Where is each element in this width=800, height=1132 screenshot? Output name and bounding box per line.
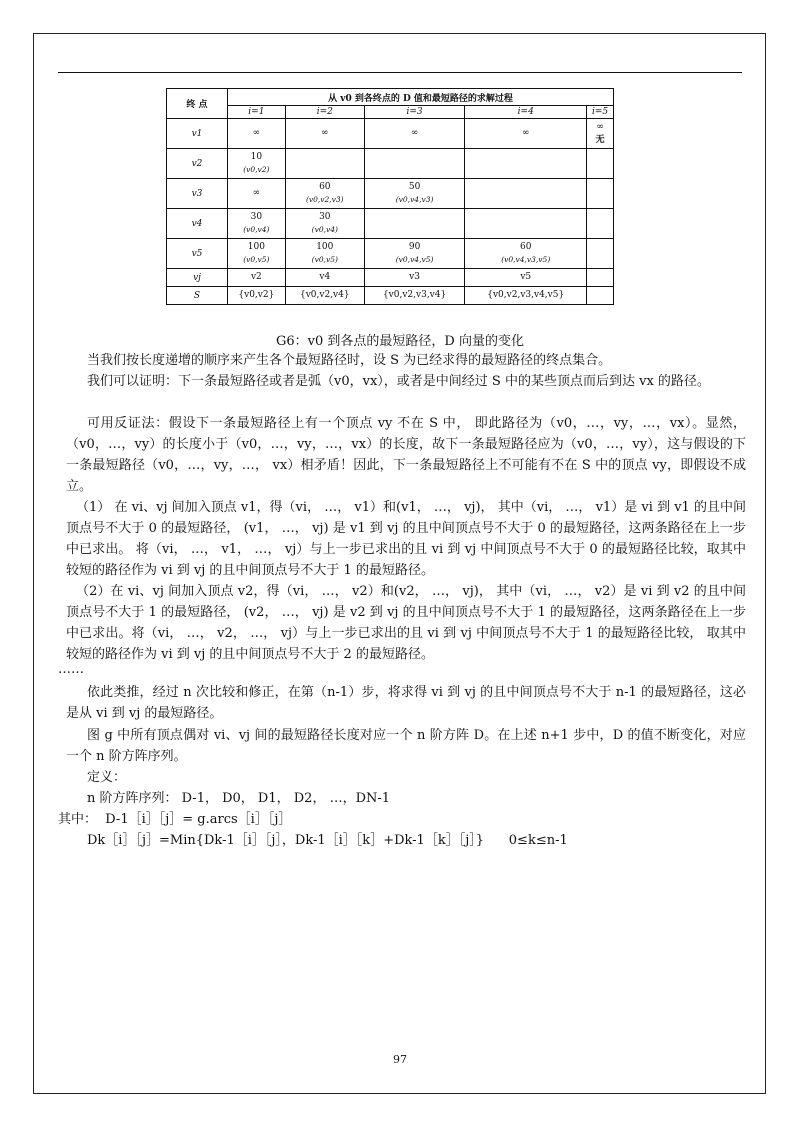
row-label: v4 <box>167 209 228 239</box>
table-cell <box>587 149 614 179</box>
cell-path: (v0,v4,v3) <box>395 195 434 204</box>
table-cell <box>465 269 587 287</box>
cell-distance: v4 <box>319 272 331 282</box>
where-clause: 其中： D-1［i］［j］= g.arcs［i］［j］ <box>58 812 292 827</box>
cell-distance: v3 <box>409 272 420 282</box>
cell-distance: 60 <box>319 182 331 192</box>
table-row <box>167 119 614 149</box>
table-cell <box>587 209 614 239</box>
cell-distance: 100 <box>316 242 334 252</box>
iteration-header: i=2 <box>285 106 364 119</box>
table-cell <box>228 287 286 305</box>
table-cell <box>285 269 364 287</box>
table-row <box>167 149 614 179</box>
table-cell <box>587 239 614 269</box>
row-label: vj <box>167 269 228 287</box>
cell-path: (v0,v4) <box>311 225 338 234</box>
table-cell <box>364 287 464 305</box>
table-cell <box>364 149 464 179</box>
cell-path: 无 <box>595 135 605 145</box>
cell-distance: 50 <box>408 182 421 192</box>
cell-distance: v5 <box>520 272 532 282</box>
cell-path: (v0,v4) <box>243 225 270 234</box>
figure-caption: G6：v0 到各点的最短路径，D 向量的变化 <box>276 334 524 349</box>
table-cell <box>285 149 364 179</box>
table-title: 从 v0 到各终点的 D 值和最短路径的求解过程 <box>228 89 614 106</box>
paragraph-step-1: （1） 在 vi、vj 间加入顶点 v1，得（vi， …， v1）和(v1， …， vj)， 其中（vi， …， v1）是 vi 到 v1 的且中间顶点号不大于 0 的最短路径， (v1， …， vj) 是 v1 到 vj 的且中间顶点号不大于 0 的最短路径，这两条路径在上一步中已求出。 将（vi， …， v1， …， vj）与上一步已求出的且 vi 到 vj 中间顶点号不大于 0 的最短路径比较，取其中较短的路径作为 vi 到 vj 的且中间顶点号不大于 1 的最短路径。 <box>66 500 746 578</box>
cell-distance: {v0,v2} <box>238 290 275 300</box>
table-cell <box>228 179 286 209</box>
iteration-header: i=4 <box>465 106 587 119</box>
row-label: v1 <box>167 119 228 149</box>
iteration-header: i=1 <box>228 106 286 119</box>
table-cell <box>285 239 364 269</box>
row-label: v5 <box>167 239 228 269</box>
table-cell <box>364 269 464 287</box>
row-label: v3 <box>167 179 228 209</box>
cell-distance: 90 <box>408 242 421 252</box>
table-cell <box>285 287 364 305</box>
table-cell <box>465 209 587 239</box>
cell-distance: 10 <box>250 152 263 162</box>
cell-distance: ∞ <box>321 128 329 138</box>
cell-distance: 30 <box>250 212 263 222</box>
paragraph-matrix: 图 g 中所有顶点偶对 vi、vj 间的最短路径长度对应一个 n 阶方阵 D。在上述 n+1 步中，D 的值不断变化，对应一个 n 阶方阵序列。 <box>66 728 746 764</box>
cell-distance: {v0,v2,v3,v4,v5} <box>487 290 565 300</box>
table-cell <box>228 149 286 179</box>
cell-path: (v0,v2,v3) <box>305 195 344 204</box>
row-label: S <box>167 287 228 305</box>
table-cell <box>465 239 587 269</box>
table-cell <box>587 269 614 287</box>
table-cell <box>465 149 587 179</box>
table-cell <box>228 269 286 287</box>
cell-distance: 60 <box>520 242 532 252</box>
table-cell <box>228 119 286 149</box>
table-cell <box>364 239 464 269</box>
table-row <box>167 209 614 239</box>
cell-distance: ∞ <box>252 188 261 198</box>
cell-path: (v0,v4,v5) <box>395 255 434 264</box>
table-cell <box>364 179 464 209</box>
table-cell <box>228 209 286 239</box>
table-row <box>167 287 614 305</box>
table-cell <box>285 119 364 149</box>
cell-path: (v0,v4,v3,v5) <box>501 255 551 264</box>
cell-path: (v0,v2) <box>243 165 270 174</box>
ellipsis: …… <box>58 662 84 677</box>
table-row <box>167 179 614 209</box>
cell-distance: ∞ <box>410 128 419 138</box>
table-corner-header: 终 点 <box>167 89 228 119</box>
definition-label: 定义： <box>87 770 127 785</box>
page-number: 97 <box>393 1053 407 1066</box>
row-label: v2 <box>167 149 228 179</box>
cell-distance: v2 <box>250 272 262 282</box>
shortest-path-table <box>166 88 614 305</box>
matrix-sequence: n 阶方阵序列： D-1， D0， D1， D2， …，DN-1 <box>87 791 391 806</box>
table-row <box>167 269 614 287</box>
table-cell <box>587 287 614 305</box>
table-cell <box>364 119 464 149</box>
table-cell <box>587 119 614 149</box>
cell-path: (v0,v5) <box>243 255 270 264</box>
iteration-header: i=3 <box>364 106 464 119</box>
paragraph-2: 我们可以证明：下一条最短路径或者是弧（v0，vx），或者是中间经过 S 中的某些顶点而后到达 vx 的路径。 <box>87 374 710 389</box>
cell-distance: ∞ <box>596 122 604 132</box>
recurrence-formula: Dk［i］［j］=Min{Dk-1［i］［j］，Dk-1［i］［k］+Dk-1［k］［j］} 0≤k≤n-1 <box>87 833 568 848</box>
cell-distance: ∞ <box>521 128 530 138</box>
header-rule <box>58 72 742 73</box>
cell-distance: 100 <box>247 242 265 252</box>
cell-distance: {v0,v2,v3,v4} <box>382 290 447 300</box>
table-cell <box>285 179 364 209</box>
cell-distance: 30 <box>319 212 331 222</box>
cell-distance: {v0,v2,v4} <box>299 290 350 300</box>
table-cell <box>587 179 614 209</box>
table-cell <box>465 119 587 149</box>
paragraph-1: 当我们按长度递增的顺序来产生各个最短路径时，设 S 为已经求得的最短路径的终点集合。 <box>87 353 612 368</box>
table-cell <box>465 179 587 209</box>
paragraph-step-2: （2）在 vi、vj 间加入顶点 v2，得（vi， …， v2）和(v2， …， vj)， 其中（vi， …， v2）是 vi 到 v2 的且中间顶点号不大于 1 的最短路径， (v2， …， vj) 是 v2 到 vj 的且中间顶点号不大于 1 的最短路径，这两条路径在上一步中已求出。将（vi， …， v2， …， vj）与上一步已求出的且 vi 到 vj 中间顶点号不大于 1 的最短路径比较， 取其中较短的路径作为 vi 到 vj 的且中间顶点号不大于 2 的最短路径。 <box>66 584 746 662</box>
iteration-header: i=5 <box>587 106 614 119</box>
paragraph-induction: 依此类推，经过 n 次比较和修正，在第（n-1）步，将求得 vi 到 vj 的且中间顶点号不大于 n-1 的最短路径，这必是从 vi 到 vj 的最短路径。 <box>66 685 746 721</box>
table-row <box>167 239 614 269</box>
cell-distance: ∞ <box>252 128 261 138</box>
table-cell <box>228 239 286 269</box>
cell-path: (v0,v5) <box>311 255 338 264</box>
table-cell <box>285 209 364 239</box>
paragraph-proof: 可用反证法：假设下一条最短路径上有一个顶点 vy 不在 S 中， 即此路径为（v0，…，vy，…，vx）。显然，（v0，…，vy）的长度小于（v0，…，vy，…，vx）的长度，故下一条最短路径应为（v0，…，vy），这与假设的下一条最短路径（v0，…，vy，…， vx）相矛盾！因此，下一条最短路径上不可能有不在 S 中的顶点 vy，即假设不成立。 <box>66 416 746 494</box>
table-cell <box>465 287 587 305</box>
table-cell <box>364 209 464 239</box>
